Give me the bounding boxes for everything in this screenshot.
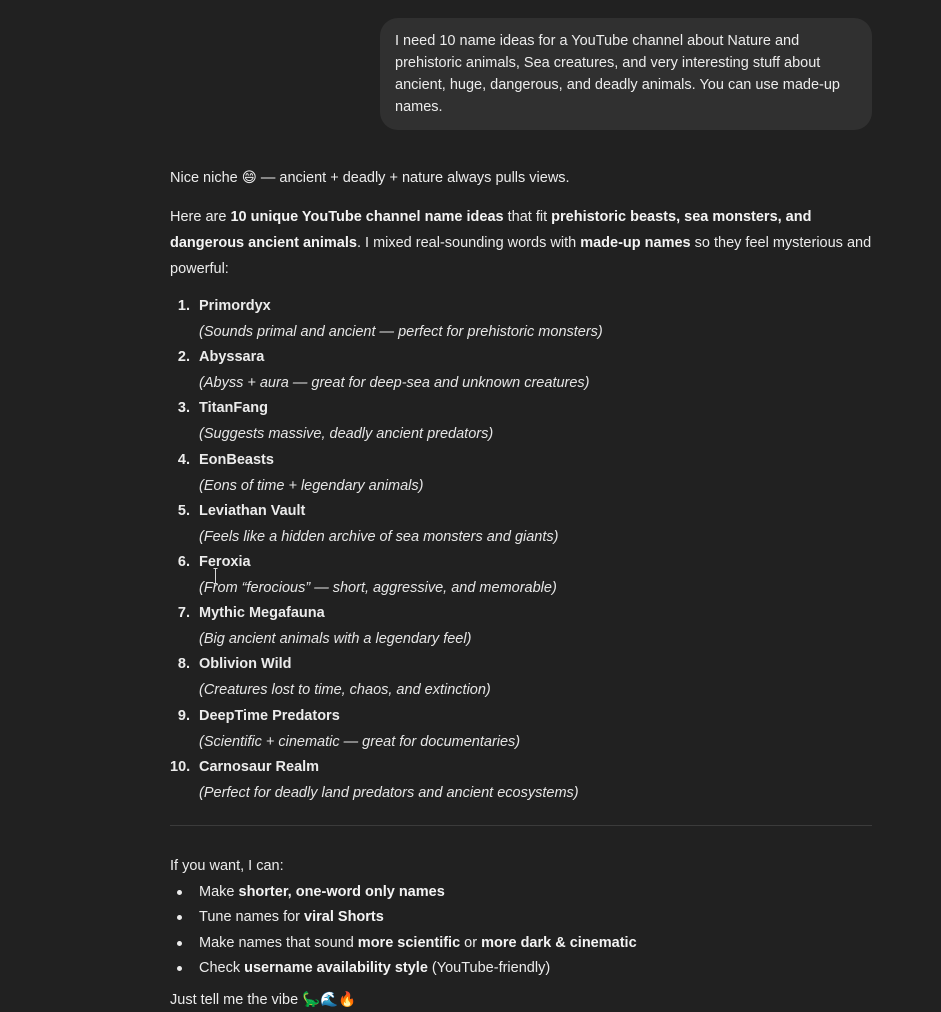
- name-description: (Big ancient animals with a legendary feel): [199, 631, 472, 648]
- list-item: Tune names for viral Shorts: [170, 905, 872, 931]
- name-ideas-list: [170, 294, 872, 806]
- list-item: 4. EonBeasts (Eons of time + legendary animals): [170, 448, 872, 499]
- channel-name: TitanFang: [199, 400, 269, 417]
- channel-name: Carnosaur Realm: [199, 758, 320, 775]
- channel-name: Leviathan Vault: [199, 502, 306, 519]
- text-cursor-icon: [213, 568, 218, 584]
- dino-wave-fire-emoji-icon: 🦕🌊🔥: [302, 991, 357, 1008]
- list-item: Make names that sound more scientific or more dark & cinematic: [170, 931, 872, 957]
- bullet-icon: [177, 941, 182, 946]
- channel-name: Mythic Megafauna: [199, 605, 325, 622]
- list-item: 5. Leviathan Vault (Feels like a hidden archive of sea monsters and giants): [170, 499, 872, 550]
- channel-name: Primordyx: [199, 298, 271, 314]
- name-description: (Creatures lost to time, chaos, and extinction): [199, 682, 491, 699]
- channel-name: Feroxia: [199, 553, 251, 570]
- bullet-icon: [177, 966, 182, 971]
- name-description: (Eons of time + legendary animals): [199, 477, 424, 494]
- channel-name: EonBeasts: [199, 451, 274, 468]
- channel-name: Abyssara: [199, 349, 265, 366]
- assistant-message: [170, 166, 872, 1012]
- list-item: 6. Feroxia (From “ferocious” — short, aggressive, and memorable): [170, 550, 872, 601]
- list-item: 7. Mythic Megafauna (Big ancient animals with a legendary feel): [170, 601, 872, 652]
- bullet-icon: [177, 915, 182, 920]
- closing-text: Just tell me the vibe 🦕🌊🔥: [170, 991, 357, 1008]
- section-divider: [170, 825, 872, 826]
- list-item: 1. Primordyx (Sounds primal and ancient — perfect for prehistoric monsters): [170, 294, 872, 345]
- name-description: (Feels like a hidden archive of sea monsters and giants): [199, 528, 559, 545]
- list-item: 3. TitanFang (Suggests massive, deadly ancient predators): [170, 396, 872, 447]
- name-description: (Perfect for deadly land predators and ancient ecosystems): [199, 784, 579, 801]
- list-item: Make shorter, one-word only names: [170, 880, 872, 906]
- list-item: 2. Abyssara (Abyss + aura — great for deep-sea and unknown creatures): [170, 345, 872, 396]
- name-description: (Suggests massive, deadly ancient predators): [199, 426, 494, 443]
- offer-text: If you want, I can:: [170, 857, 284, 874]
- assistant-intro: Nice niche 😄 — ancient + deadly + nature always pulls views.: [170, 170, 570, 186]
- name-description: (Scientific + cinematic — great for documentaries): [199, 733, 521, 750]
- options-list: [170, 880, 872, 982]
- list-item: 10. Carnosaur Realm (Perfect for deadly land predators and ancient ecosystems): [170, 755, 872, 806]
- list-item: Check username availability style (YouTube-friendly): [170, 956, 872, 982]
- list-item: 8. Oblivion Wild (Creatures lost to time, chaos, and extinction): [170, 652, 872, 703]
- bullet-icon: [177, 890, 182, 895]
- name-description: (Abyss + aura — great for deep-sea and unknown creatures): [199, 375, 590, 392]
- user-message-text: I need 10 name ideas for a YouTube channel about Nature and prehistoric animals, Sea creatures, and very interesting stuff about ancient, huge, dangerous, and deadly animals. You can use made-up names.: [395, 33, 840, 115]
- list-item: 9. DeepTime Predators (Scientific + cinematic — great for documentaries): [170, 704, 872, 755]
- assistant-lead-paragraph: Here are 10 unique YouTube channel name ideas that fit prehistoric beasts, sea monsters, and dangerous ancient animals. I mixed real-sounding words with made-up names so they feel mysterious and powerful:: [170, 209, 872, 277]
- grin-emoji-icon: 😄: [241, 170, 257, 186]
- user-message-bubble: [380, 18, 872, 130]
- name-description: (Sounds primal and ancient — perfect for prehistoric monsters): [199, 324, 603, 340]
- channel-name: Oblivion Wild: [199, 656, 292, 673]
- channel-name: DeepTime Predators: [199, 707, 340, 724]
- name-description: (From “ferocious” — short, aggressive, and memorable): [199, 579, 557, 596]
